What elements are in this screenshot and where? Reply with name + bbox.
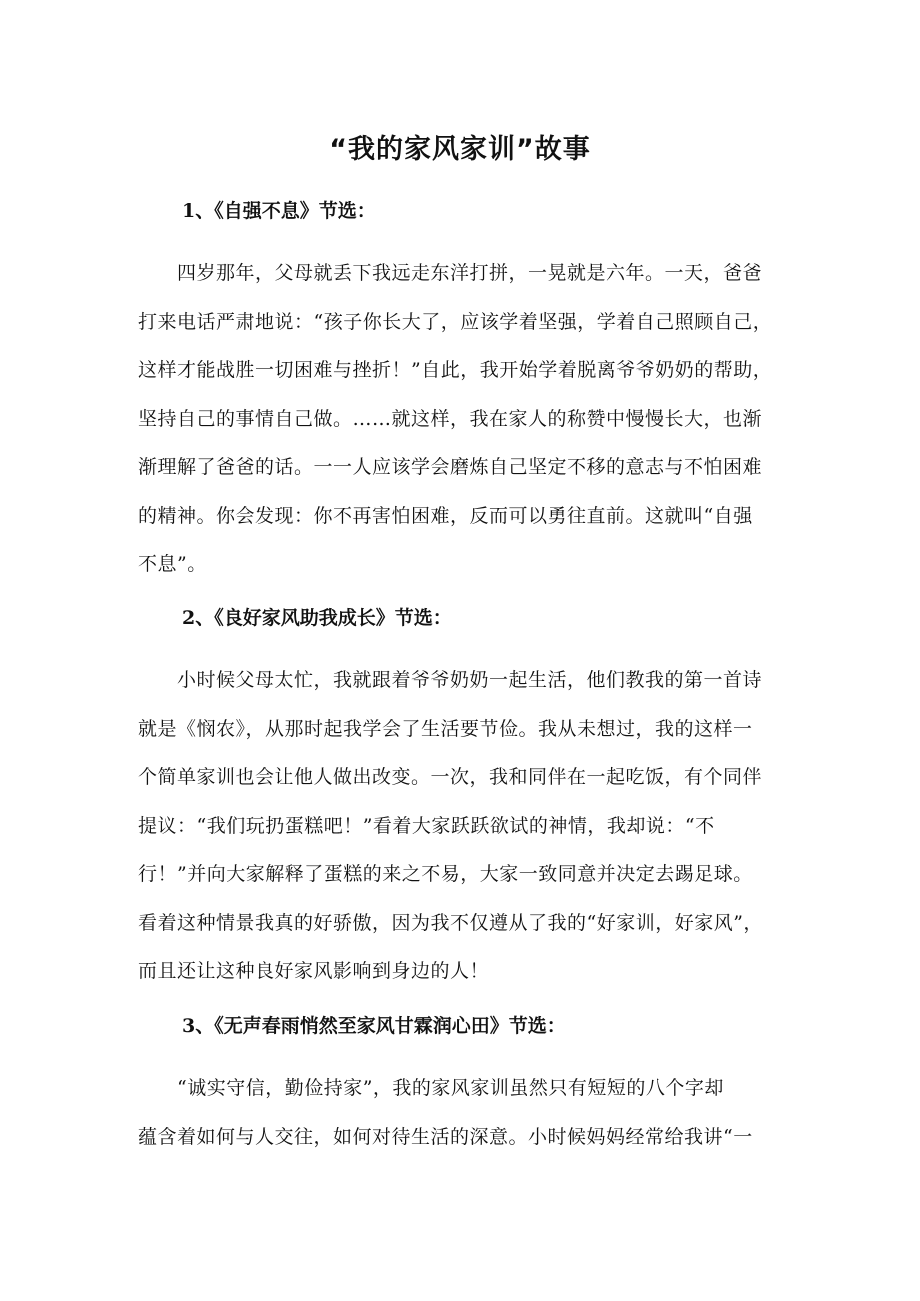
section-1-heading: 1、《自强不息》节选： <box>182 200 376 222</box>
section-1-paragraph <box>138 249 798 589</box>
section-2-paragraph <box>138 656 798 996</box>
section-3-paragraph <box>138 1064 798 1161</box>
section-3-heading: 3、《无声春雨悄然至家风甘霖润心田》节选： <box>182 1015 566 1037</box>
document-title: “我的家风家训”故事 <box>329 134 591 165</box>
paragraph-line: 不息”。 <box>138 553 207 575</box>
section-2-heading: 2、《良好家风助我成长》节选： <box>182 607 452 629</box>
paragraph-line: 坚持自己的事情自己做。……就这样，我在家人的称赞中慢慢长大，也渐 <box>138 407 763 430</box>
paragraph-line: 看着这种情景我真的好骄傲，因为我不仅遵从了我的“好家训，好家风”， <box>138 911 763 934</box>
paragraph-line: 个简单家训也会让他人做出改变。一次，我和同伴在一起吃饭，有个同伴 <box>138 766 763 788</box>
paragraph-line: 而且还让这种良好家风影响到身边的人！ <box>138 960 490 982</box>
paragraph-line: 四岁那年，父母就丢下我远走东洋打拼，一晃就是六年。一天，爸爸 <box>138 262 763 284</box>
paragraph-line: 渐理解了爸爸的话。一一人应该学会磨炼自己坚定不移的意志与不怕困难 <box>138 456 763 478</box>
paragraph-line: 的精神。你会发现：你不再害怕困难，反而可以勇往直前。这就叫“自强 <box>138 504 753 527</box>
paragraph-line: “诚实守信，勤俭持家”，我的家风家训虽然只有短短的八个字却 <box>138 1077 724 1099</box>
paragraph-line: 这样才能战胜一切困难与挫折！”自此，我开始学着脱离爷爷奶奶的帮助， <box>138 359 773 381</box>
paragraph-line: 行！”并向大家解释了蛋糕的来之不易，大家一致同意并决定去踢足球。 <box>138 863 753 885</box>
paragraph-line: 提议：“我们玩扔蛋糕吧！”看着大家跃跃欲试的神情，我却说：“不 <box>138 814 715 837</box>
paragraph-line: 打来电话严肃地说：“孩子你长大了，应该学着坚强，学着自己照顾自己， <box>138 310 773 333</box>
paragraph-line: 小时候父母太忙，我就跟着爷爷奶奶一起生活，他们教我的第一首诗 <box>138 669 763 691</box>
paragraph-line: 就是《悯农》，从那时起我学会了生活要节俭。我从未想过，我的这样一 <box>138 717 753 740</box>
paragraph-line: 蕴含着如何与人交往，如何对待生活的深意。小时候妈妈经常给我讲“一 <box>138 1125 753 1148</box>
